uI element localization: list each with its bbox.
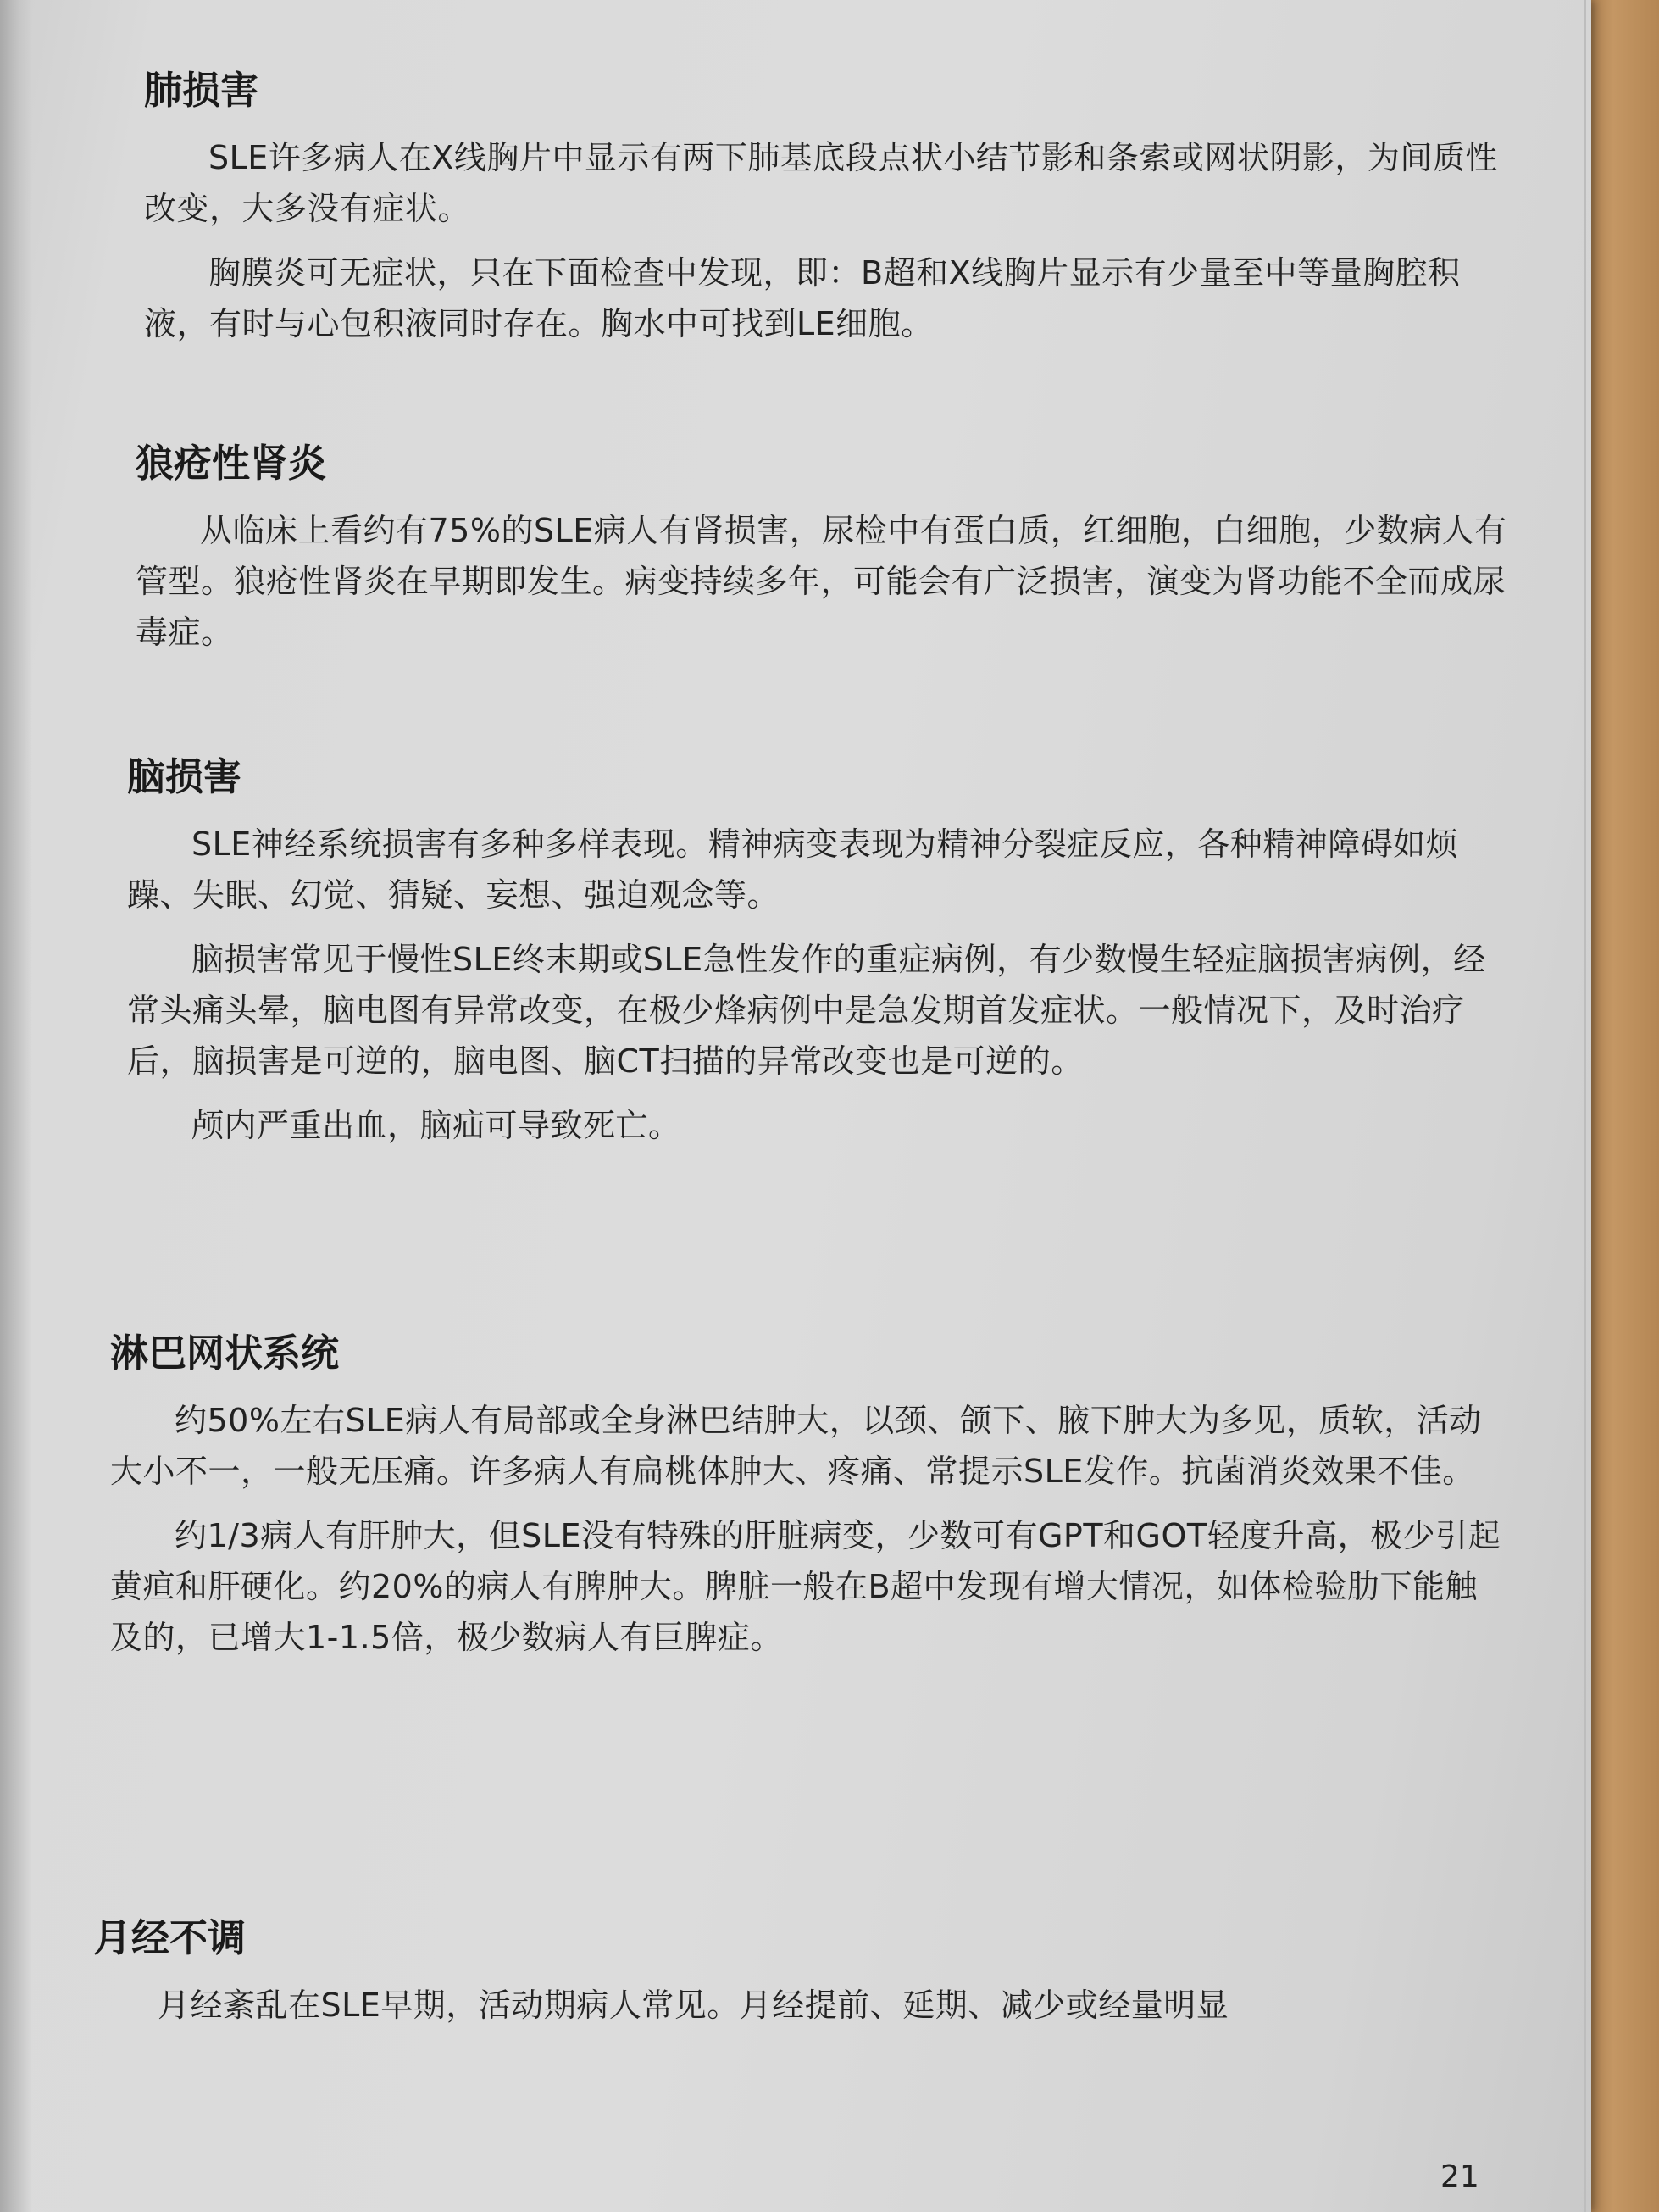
paragraph: 胸膜炎可无症状，只在下面检查中发现，即：B超和X线胸片显示有少量至中等量胸腔积液，有时与心包积液同时存在。胸水中可找到LE细胞。: [144, 254, 1461, 342]
section-menstrual-irregularity: [93, 1915, 1517, 2044]
section-lupus-nephritis: [136, 441, 1508, 671]
section-lymphatic-system: [110, 1331, 1508, 1676]
paragraph: SLE许多病人在X线胸片中显示有两下肺基底段点状小结节影和条索或网状阴影，为间质性改变，大多没有症状。: [144, 139, 1498, 227]
section-heading: 脑损害: [127, 754, 242, 799]
section-heading: 月经不调: [93, 1915, 247, 1960]
paragraph: 颅内严重出血，脑疝可导致死亡。: [191, 1107, 681, 1144]
page-number: 21: [1440, 2159, 1479, 2194]
section-heading: 淋巴网状系统: [110, 1331, 340, 1376]
paragraph: 脑损害常见于慢性SLE终末期或SLE急性发作的重症病例，有少数慢生轻症脑损害病例，经常头痛头晕，脑电图有异常改变，在极少烽病例中是急发期首发症状。一般情况下，及时治疗后，脑损害是可逆的，脑电图、脑CT扫描的异常改变也是可逆的。: [127, 941, 1486, 1080]
binding-shadow: [0, 0, 32, 2212]
section-heading: 狼疮性肾炎: [136, 441, 327, 486]
page-edge: [1584, 0, 1586, 2212]
table-background: [1583, 0, 1659, 2212]
section-lung-damage: [144, 68, 1508, 363]
paragraph: 从临床上看约有75%的SLE病人有肾损害，尿检中有蛋白质，红细胞，白细胞，少数病人有管型。狼疮性肾炎在早期即发生。病变持续多年，可能会有广泛损害，演变为肾功能不全而成尿毒症。: [136, 512, 1507, 651]
paragraph: 约1/3病人有肝肿大，但SLE没有特殊的肝脏病变，少数可有GPT和GOT轻度升高，极少引起黄疸和肝硬化。约20%的病人有脾肿大。脾脏一般在B超中发现有增大情况，如体检验肋下能触及的，已增大1-1.5倍，极少数病人有巨脾症。: [110, 1517, 1501, 1656]
section-heading: 肺损害: [144, 68, 259, 113]
paragraph: 约50%左右SLE病人有局部或全身淋巴结肿大，以颈、颌下、腋下肿大为多见，质软，活动大小不一，一般无压痛。许多病人有扁桃体肿大、疼痛、常提示SLE发作。抗菌消炎效果不佳。: [110, 1402, 1482, 1490]
section-brain-damage: [127, 754, 1508, 1164]
paragraph: SLE神经系统损害有多种多样表现。精神病变表现为精神分裂症反应，各种精神障碍如烦躁、失眠、幻觉、猜疑、妄想、强迫观念等。: [127, 825, 1459, 914]
paragraph: 月经紊乱在SLE早期，活动期病人常见。月经提前、延期、减少或经量明显: [158, 1987, 1229, 2024]
